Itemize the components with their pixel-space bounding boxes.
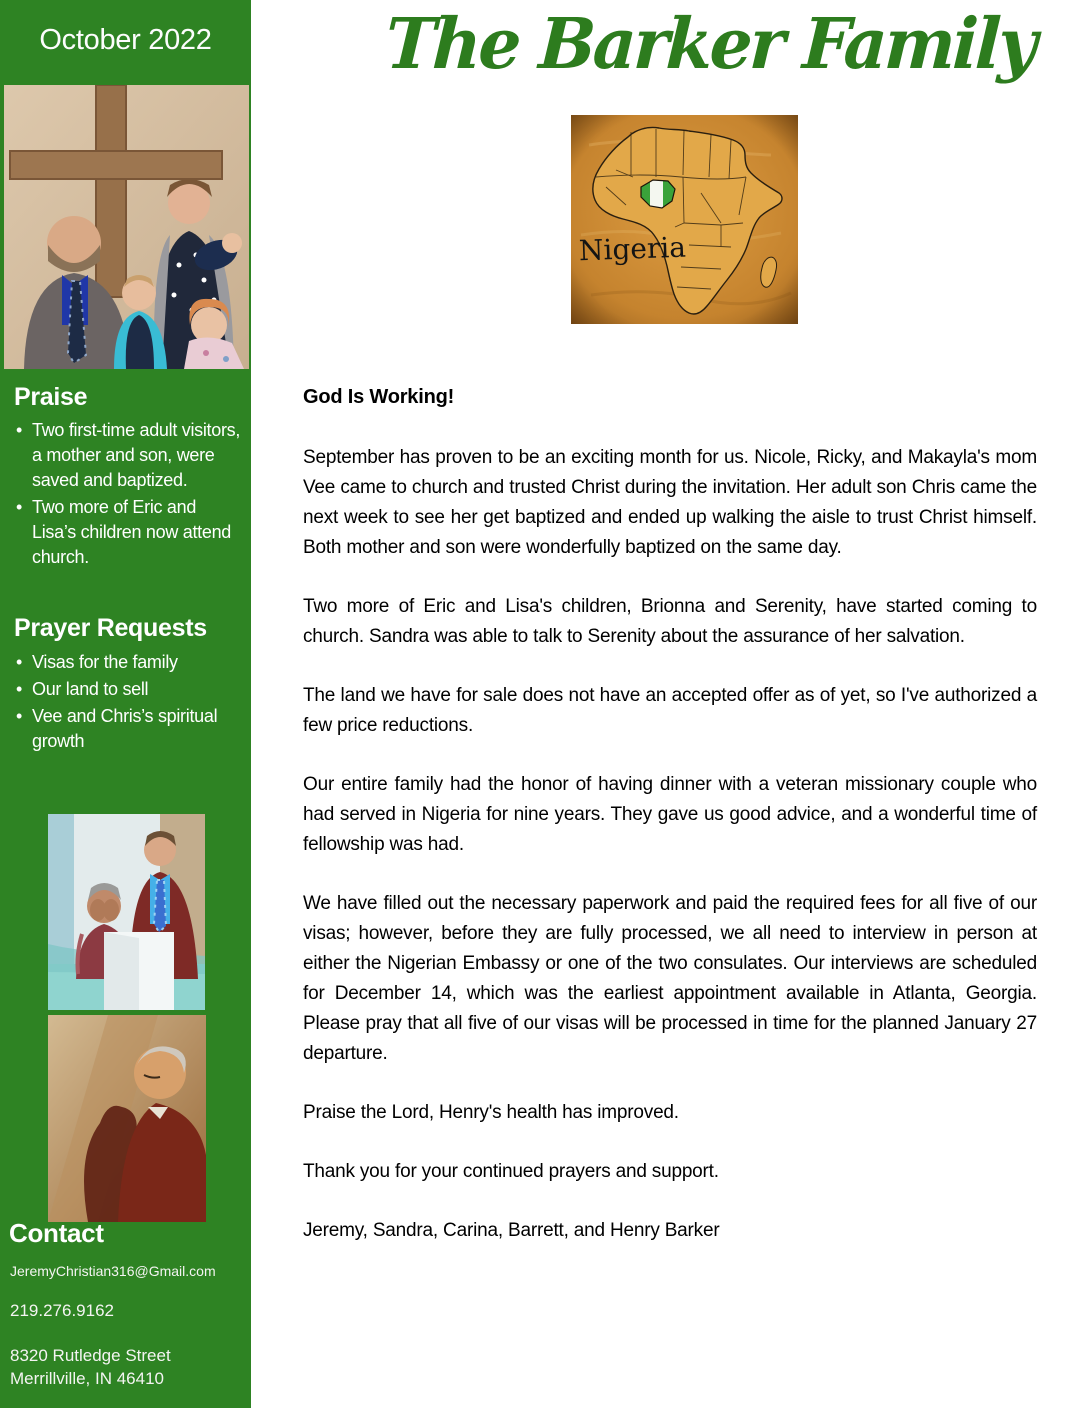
nigeria-map-image (571, 115, 798, 324)
body-paragraph: Thank you for your continued prayers and support. (303, 1161, 719, 1182)
praise-heading: Praise (14, 383, 88, 411)
contact-address-line2: Merrillville, IN 46410 (10, 1369, 164, 1388)
contact-address-line1: 8320 Rutledge Street (10, 1346, 171, 1365)
baptism-closeup-photo (48, 1015, 206, 1222)
issue-date: October 2022 (39, 24, 212, 56)
prayer-item: • Visas for the family (12, 650, 242, 675)
body-paragraph: Our entire family had the honor of having dinner with a veteran missionary couple who had served in Nigeria for nine years. They gave us good advice, and a wonderful time of fellowship was had. (303, 774, 1037, 855)
body-paragraph: Two more of Eric and Lisa's children, Brionna and Serenity, have started coming to church. Sandra was able to talk to Serenity about the assurance of her salvation. (303, 596, 1037, 647)
newsletter-title: The Barker Family (383, 2, 1037, 85)
praise-item: • Two first-time adult visitors, a mother and son, were saved and baptized. (12, 418, 242, 493)
contact-address (10, 1344, 171, 1390)
baptism-photo (48, 814, 205, 1010)
body-paragraph: The land we have for sale does not have an accepted offer as of yet, so I've authorized a few price reductions. (303, 685, 1037, 736)
article-heading: God Is Working! (303, 386, 455, 408)
contact-heading: Contact (9, 1218, 104, 1248)
contact-phone: 219.276.9162 (10, 1301, 114, 1320)
signature-line: Jeremy, Sandra, Carina, Barrett, and Henry Barker (303, 1220, 720, 1241)
body-paragraph: September has proven to be an exciting month for us. Nicole, Ricky, and Makayla's mom Vee came to church and trusted Christ during the invitation. Her adult son Chris came the next week to see her get baptized and ended up walking the aisle to trust Christ himself. Both mother and son were wonderfully baptized on the same day. (303, 447, 1037, 558)
body-paragraph: Praise the Lord, Henry's health has improved. (303, 1102, 679, 1123)
prayer-item: • Vee and Chris’s spiritual growth (12, 704, 242, 754)
family-photo (4, 85, 249, 369)
sidebar (0, 0, 251, 1408)
praise-list (12, 418, 242, 572)
body-paragraph: We have filled out the necessary paperwork and paid the required fees for all five of our visas; however, before they are fully processed, we all need to interview in person at either the Nigerian Embassy or one of the two consulates. Our interviews are scheduled for December 14, which was the earliest appointment available in Atlanta, Georgia. Please pray that all five of our visas will be processed in time for the planned January 27 departure. (303, 893, 1037, 1064)
praise-item: • Two more of Eric and Lisa’s children now attend church. (12, 495, 242, 570)
contact-email: JeremyChristian316@Gmail.com (10, 1263, 216, 1279)
article (303, 386, 1037, 1275)
prayer-requests-list (12, 650, 242, 756)
prayer-item: • Our land to sell (12, 677, 242, 702)
prayer-requests-heading: Prayer Requests (14, 614, 207, 642)
